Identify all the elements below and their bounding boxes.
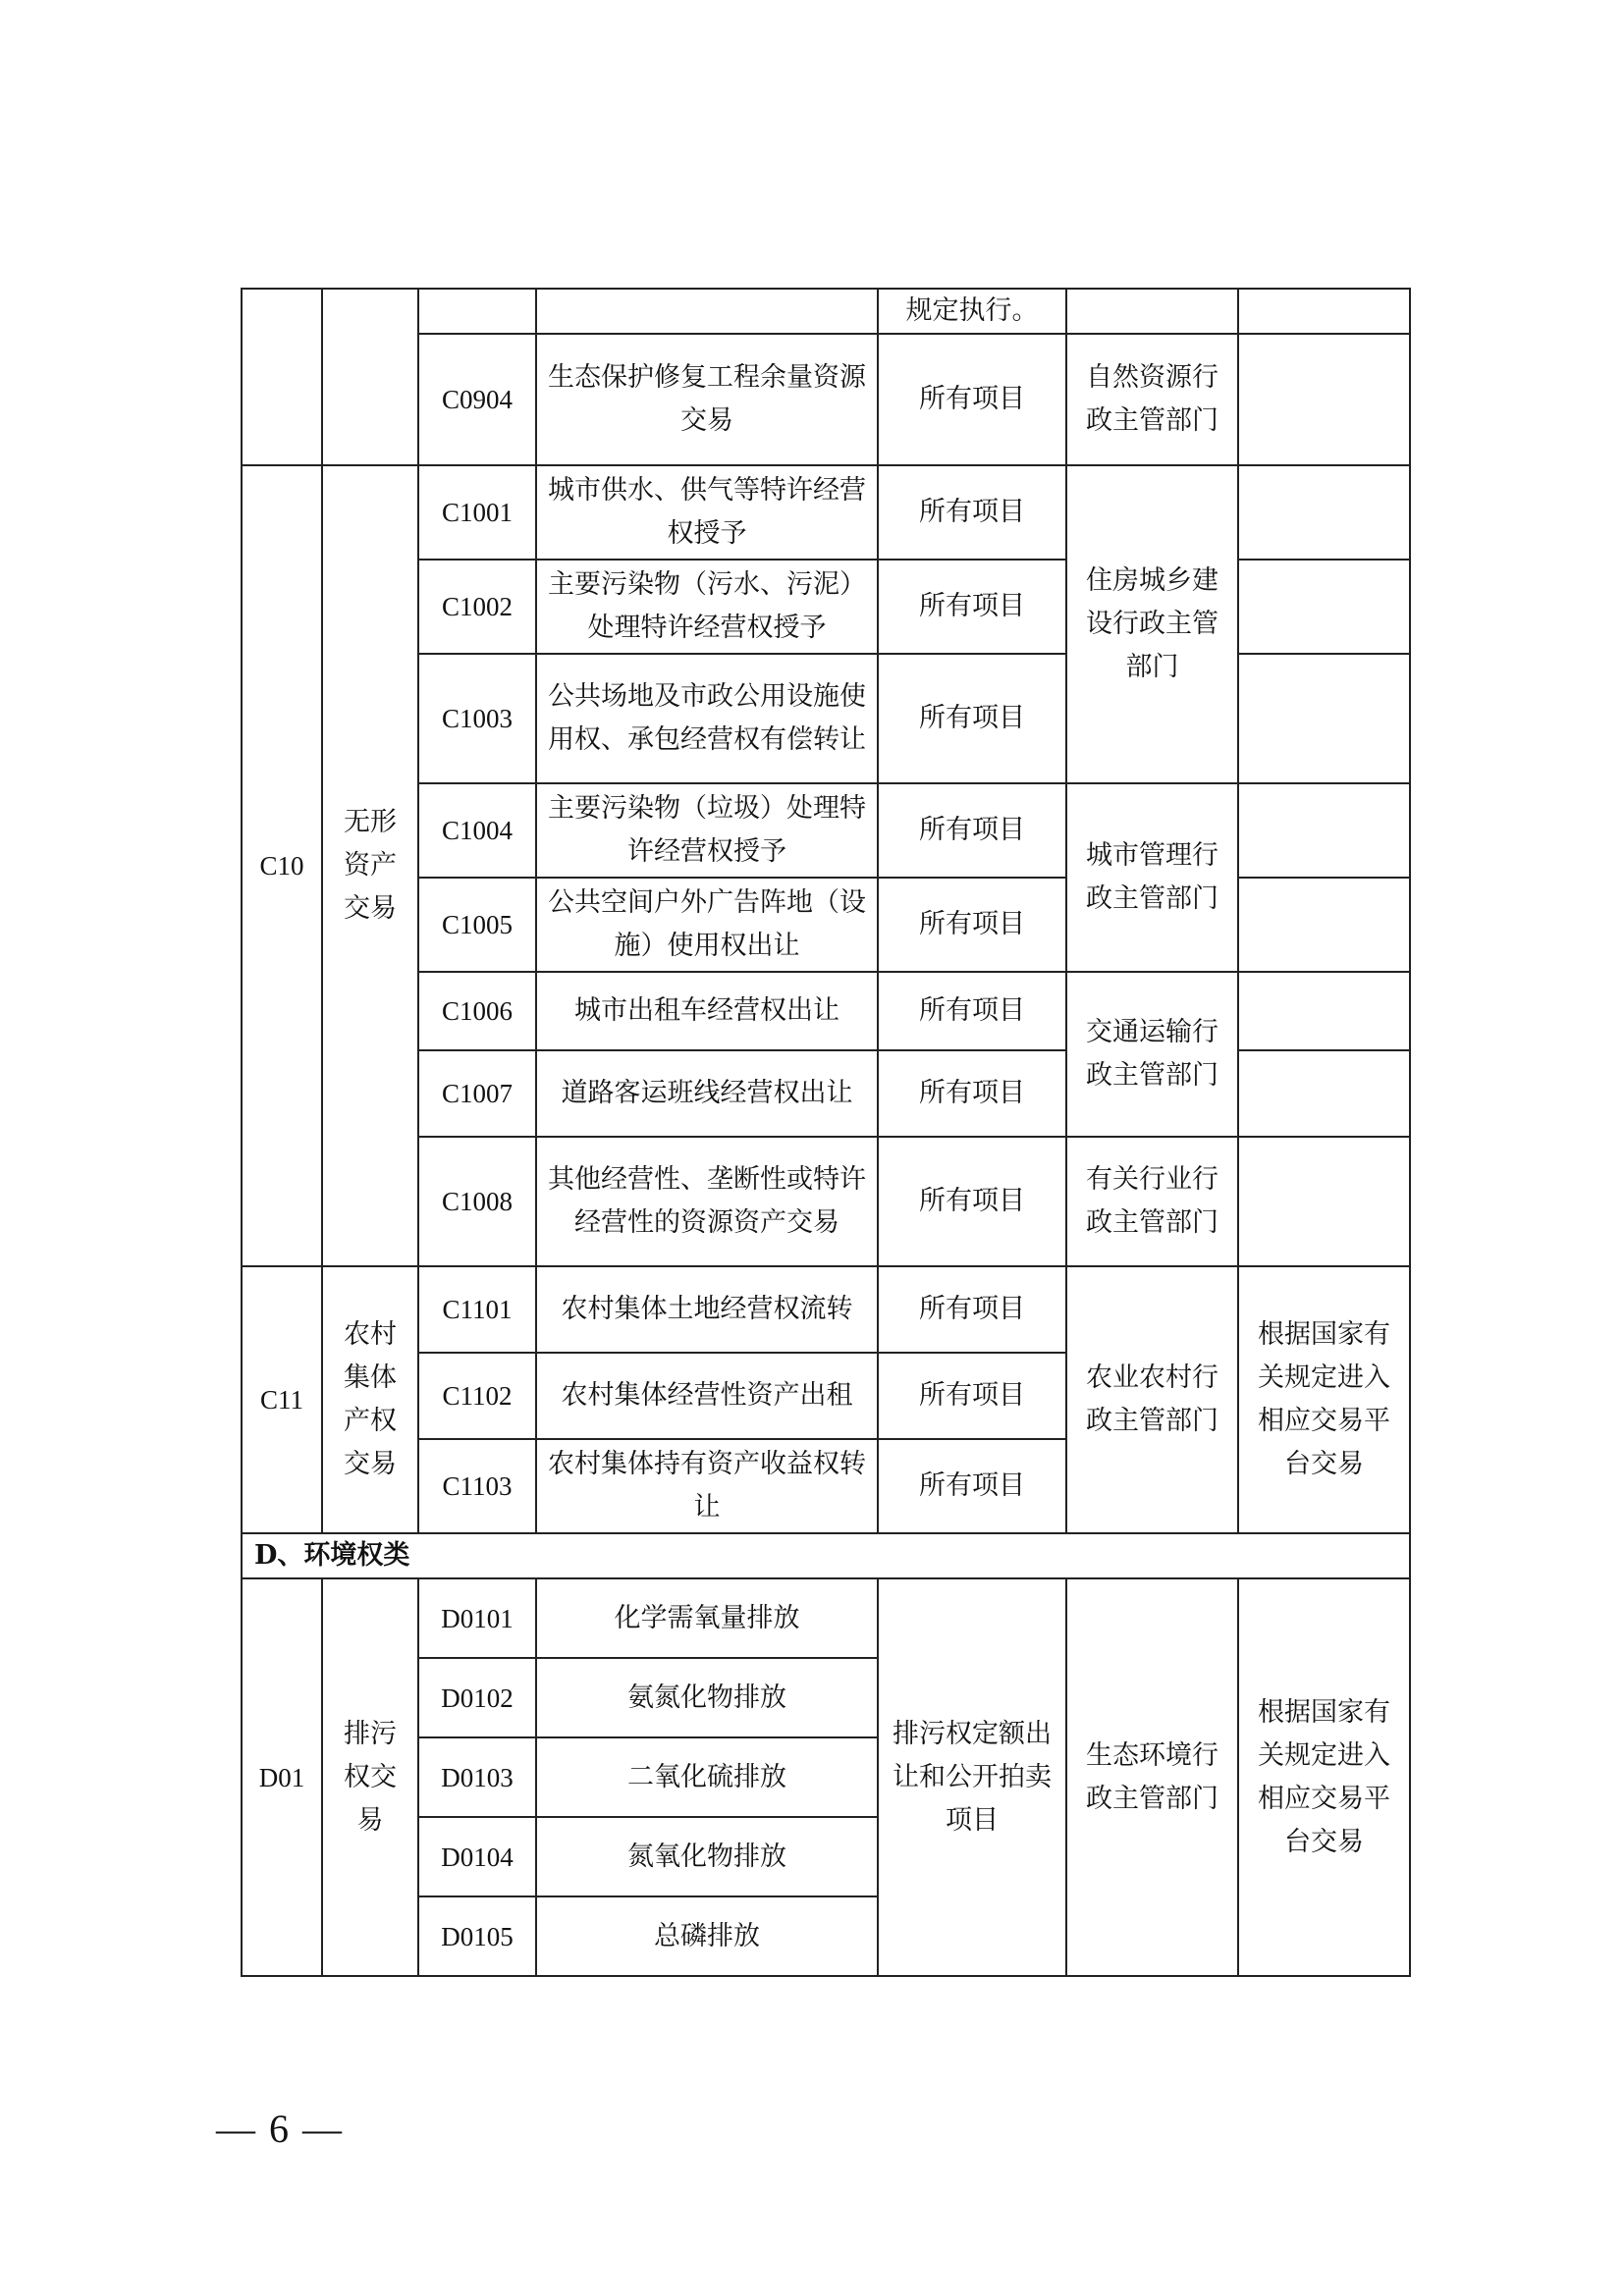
item-name: 其他经营性、垄断性或特许经营性的资源资产交易	[536, 1137, 878, 1266]
item-code: C1005	[418, 878, 536, 972]
dept-cell: 自然资源行政主管部门	[1066, 334, 1238, 465]
dept-cell: 生态环境行政主管部门	[1066, 1578, 1238, 1976]
section-header: D、环境权类	[242, 1533, 1410, 1578]
item-name: 主要污染物（垃圾）处理特许经营权授予	[536, 783, 878, 878]
item-name: 农村集体持有资产收益权转让	[536, 1439, 878, 1533]
cell-empty	[1238, 289, 1410, 334]
note-cell	[1238, 1050, 1410, 1137]
page-number: — 6 —	[216, 2107, 344, 2151]
note-cell: 根据国家有关规定进入相应交易平台交易	[1238, 1266, 1410, 1533]
dept-cell: 城市管理行政主管部门	[1066, 783, 1238, 972]
item-code: C1006	[418, 972, 536, 1050]
item-name: 化学需氧量排放	[536, 1578, 878, 1658]
item-code: D0105	[418, 1896, 536, 1976]
cell-empty	[1066, 289, 1238, 334]
scope-cell: 所有项目	[878, 1050, 1066, 1137]
note-cell: 根据国家有关规定进入相应交易平台交易	[1238, 1578, 1410, 1976]
scope-cell: 所有项目	[878, 1353, 1066, 1439]
item-name: 氮氧化物排放	[536, 1817, 878, 1896]
dept-cell: 住房城乡建设行政主管部门	[1066, 465, 1238, 783]
item-name: 二氧化硫排放	[536, 1737, 878, 1817]
note-cell	[1238, 560, 1410, 654]
scope-cell: 所有项目	[878, 465, 1066, 560]
scope-cell: 所有项目	[878, 1266, 1066, 1353]
scope-cell: 所有项目	[878, 783, 1066, 878]
item-code: C1102	[418, 1353, 536, 1439]
item-name: 公共空间户外广告阵地（设施）使用权出让	[536, 878, 878, 972]
item-code: C1103	[418, 1439, 536, 1533]
item-code: D0101	[418, 1578, 536, 1658]
item-code: D0102	[418, 1658, 536, 1737]
dept-cell: 有关行业行政主管部门	[1066, 1137, 1238, 1266]
item-name: 城市出租车经营权出让	[536, 972, 878, 1050]
item-name: 氨氮化物排放	[536, 1658, 878, 1737]
scope-cell: 所有项目	[878, 878, 1066, 972]
table-row	[242, 289, 1410, 334]
scope-cell: 所有项目	[878, 560, 1066, 654]
note-cell	[1238, 465, 1410, 560]
item-code: C1101	[418, 1266, 536, 1353]
category-code: C10	[242, 465, 322, 1266]
note-cell	[1238, 1137, 1410, 1266]
scope-cell: 所有项目	[878, 1137, 1066, 1266]
cell-empty	[322, 289, 418, 465]
scope-cell: 规定执行。	[878, 289, 1066, 334]
table-row	[242, 1533, 1410, 1578]
scope-cell: 排污权定额出让和公开拍卖项目	[878, 1578, 1066, 1976]
cell-empty	[536, 289, 878, 334]
item-name: 生态保护修复工程余量资源交易	[536, 334, 878, 465]
note-cell	[1238, 783, 1410, 878]
scope-cell: 所有项目	[878, 972, 1066, 1050]
item-code: C1004	[418, 783, 536, 878]
note-cell	[1238, 334, 1410, 465]
item-name: 农村集体土地经营权流转	[536, 1266, 878, 1353]
table-row	[242, 465, 1410, 560]
item-code: C1001	[418, 465, 536, 560]
dept-cell: 交通运输行政主管部门	[1066, 972, 1238, 1137]
scope-cell: 所有项目	[878, 334, 1066, 465]
scope-cell: 所有项目	[878, 654, 1066, 783]
category-code: C11	[242, 1266, 322, 1533]
cell-empty	[242, 289, 322, 465]
item-name: 总磷排放	[536, 1896, 878, 1976]
cell-empty	[418, 289, 536, 334]
item-name: 农村集体经营性资产出租	[536, 1353, 878, 1439]
item-code: D0103	[418, 1737, 536, 1817]
item-name: 主要污染物（污水、污泥）处理特许经营权授予	[536, 560, 878, 654]
note-cell	[1238, 654, 1410, 783]
scope-cell: 所有项目	[878, 1439, 1066, 1533]
dept-cell: 农业农村行政主管部门	[1066, 1266, 1238, 1533]
category-name: 农村集体产权交易	[322, 1266, 418, 1533]
item-code: C1007	[418, 1050, 536, 1137]
category-code: D01	[242, 1578, 322, 1976]
item-code: C1002	[418, 560, 536, 654]
item-name: 公共场地及市政公用设施使用权、承包经营权有偿转让	[536, 654, 878, 783]
table-row	[242, 1266, 1410, 1353]
item-code: C0904	[418, 334, 536, 465]
note-cell	[1238, 878, 1410, 972]
category-name: 排污权交易	[322, 1578, 418, 1976]
table-row	[242, 1578, 1410, 1658]
item-name: 道路客运班线经营权出让	[536, 1050, 878, 1137]
note-cell	[1238, 972, 1410, 1050]
catalog-table	[241, 288, 1411, 1977]
item-name: 城市供水、供气等特许经营权授予	[536, 465, 878, 560]
item-code: C1008	[418, 1137, 536, 1266]
item-code: D0104	[418, 1817, 536, 1896]
item-code: C1003	[418, 654, 536, 783]
category-name: 无形资产交易	[322, 465, 418, 1266]
